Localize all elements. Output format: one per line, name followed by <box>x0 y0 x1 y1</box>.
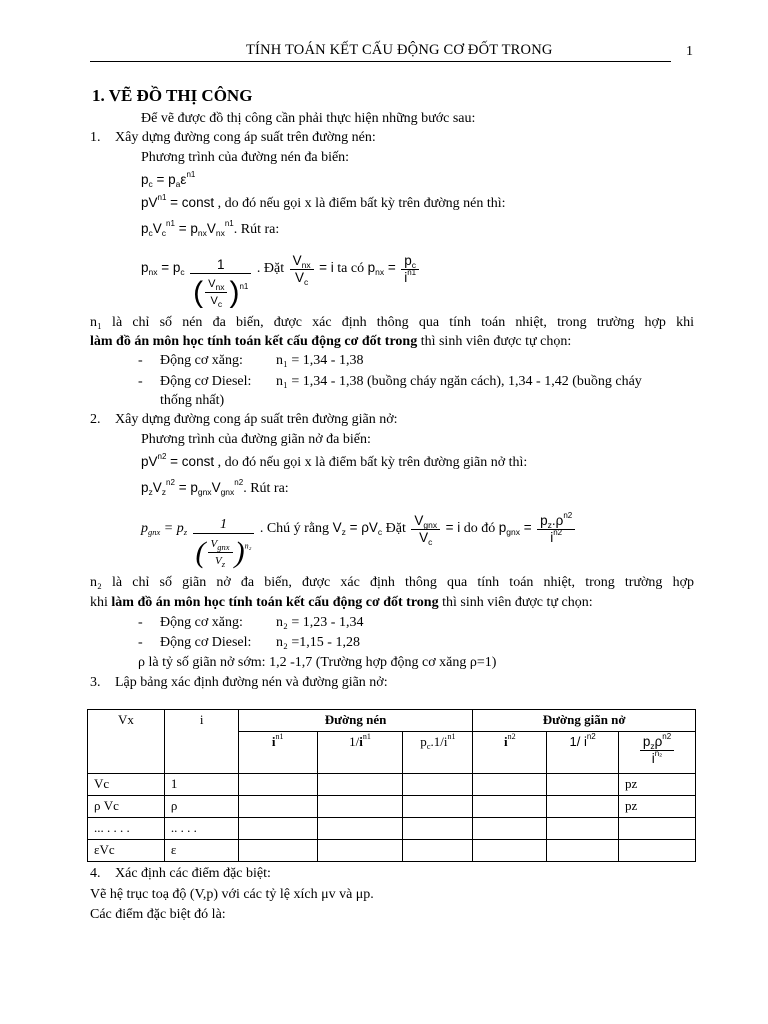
th-i-n2: $i^{n2}$ <box>473 732 547 774</box>
step4-title: Xác định các điểm đặc biệt: <box>115 866 271 881</box>
cell-i: 1 <box>164 774 238 796</box>
eq-pnx-line: $p_{nx} = p_c$ 1 ( $\frac{V_{nx}}{V_c}$ )$^{n1}$ . Đặt $\frac{V_{nx}}{V_c}$ = i ta có $p_{nx}$ = $\frac{p_c}{i^{n1}}$ <box>141 243 421 295</box>
table-row <box>88 774 696 796</box>
step1-equation-intro: Phương trình của đường nén đa biến: <box>141 150 350 165</box>
pressure-table <box>87 709 696 862</box>
step1-dash-2: - <box>138 374 143 389</box>
cell-i: ρ <box>164 796 238 818</box>
eq-pvn1-line: $pV^{n1}$ = const , do đó nếu gọi x là điểm bất kỳ trên đường nén thì: <box>141 193 506 211</box>
step4-line2: Các điểm đặc biệt đó là: <box>90 907 226 922</box>
th-i-n1: $i^{n1}$ <box>238 732 317 774</box>
step2-rho-note: ρ là tỷ số giãn nở sớm: 1,2 -1,7 (Trường hợp động cơ xăng ρ=1) <box>138 655 497 670</box>
th-1-over-i-n1: $1/i^{n1}$ <box>317 732 403 774</box>
cell-last <box>619 818 696 840</box>
step2-dash-2: - <box>138 635 143 650</box>
step2-note-line2: khi làm đồ án môn học tính toán kết cấu động cơ đốt trong thì sinh viên được tự chọn: <box>90 595 593 610</box>
table-row <box>88 796 696 818</box>
page-number: 1 <box>686 44 693 59</box>
th-duong-nen: Đường nén <box>238 710 473 732</box>
step1-number: 1. <box>90 130 101 145</box>
cell-vx: ρ Vc <box>88 796 165 818</box>
cell-i: .. . . . <box>164 818 238 840</box>
cell-vx: εVc <box>88 840 165 862</box>
header-rule <box>90 61 671 62</box>
step2-item1-label: Động cơ xăng: <box>160 615 243 630</box>
step2-item2-value: n₂ =1,15 - 1,28 <box>276 635 360 650</box>
step2-item2-label: Động cơ Diesel: <box>160 635 252 650</box>
step1-item2-value: n₁ = 1,34 - 1,38 (buồng cháy ngăn cách), 1,34 - 1,42 (buồng cháy <box>276 374 642 389</box>
step1-item2-value-cont: thống nhất) <box>160 393 225 408</box>
eq-pzvz-line: $p_zV_z^{n2} = p_{gnx}V_{gnx}^{n2}$. Rút ra: <box>141 478 289 497</box>
step2-title: Xây dựng đường cong áp suất trên đường giãn nở: <box>115 412 398 427</box>
cell-last: pz <box>619 774 696 796</box>
eq-pvn2-line: $pV^{n2}$ = const , do đó nếu gọi x là điểm bất kỳ trên đường giãn nở thì: <box>141 452 528 470</box>
cell-last <box>619 840 696 862</box>
step1-item1-value: n₁ = 1,34 - 1,38 <box>276 353 364 368</box>
th-duong-gian-no: Đường giãn nở <box>473 710 696 732</box>
cell-last: pz <box>619 796 696 818</box>
th-1-over-i-n2: 1/ $i^{n2}$ <box>547 732 619 774</box>
th-pc-over-i-n1: $p_c.1/i^{n1}$ <box>403 732 473 774</box>
cell-i: ε <box>164 840 238 862</box>
step1-dash-1: - <box>138 353 143 368</box>
section-heading: 1. VẼ ĐỒ THỊ CÔNG <box>92 86 253 105</box>
table-row <box>88 818 696 840</box>
th-pz-rho-over-i-n2: $\frac{p_z\rho^{n2}}{i^{n_2}}$ <box>619 732 696 774</box>
step3-title: Lập bảng xác định đường nén và đường giãn nở: <box>115 675 388 690</box>
step2-note-line1: n₂ là chỉ số giãn nở đa biến, được xác định thông qua tính toán nhiệt, trong trường hợp <box>90 575 694 590</box>
step4-line1: Vẽ hệ trục toạ độ (V,p) với các tỷ lệ xích μv và μp. <box>90 887 374 902</box>
step3-number: 3. <box>90 675 101 690</box>
cell-vx: Vc <box>88 774 165 796</box>
step1-note-line1: n₁ là chỉ số nén đa biến, được xác định thông qua tính toán nhiệt, trong trường hợp khi <box>90 315 694 330</box>
step2-equation-intro: Phương trình của đường giãn nở đa biến: <box>141 432 371 447</box>
step2-dash-1: - <box>138 615 143 630</box>
table-row <box>88 840 696 862</box>
section-intro: Để vẽ được đồ thị công cần phải thực hiện những bước sau: <box>141 111 476 126</box>
header-title: TÍNH TOÁN KẾT CẤU ĐỘNG CƠ ĐỐT TRONG <box>246 42 553 58</box>
eq-pc: $p_c = p_a\varepsilon^{n1}$ <box>141 170 196 189</box>
step4-number: 4. <box>90 866 101 881</box>
cell-vx: ... . . . . <box>88 818 165 840</box>
step2-number: 2. <box>90 412 101 427</box>
step1-title: Xây dựng đường cong áp suất trên đường nén: <box>115 130 376 145</box>
eq-pcvc-line: $p_cV_c^{n1} = p_{nx}V_{nx}^{n1}$. Rút ra: <box>141 219 280 238</box>
step1-note-line2: làm đồ án môn học tính toán kết cấu động cơ đốt trong thì sinh viên được tự chọn: <box>90 334 572 349</box>
step1-item2-label: Động cơ Diesel: <box>160 374 252 389</box>
eq-pgnx-line: $p_{gnx} = p_z$ 1 ( $\frac{V_{gnx}}{V_z}$ )$^{n_2}$ . Chú ý rằng $V_z = \rho V_c$ Đặt $\frac{V_{gnx}}{V_c}$ = i do đó $p_{gnx}$ = $\frac{p_z.\rho^{n2}}{i^{n2}}$ <box>141 503 577 555</box>
th-i: i <box>164 710 238 774</box>
step1-item1-label: Động cơ xăng: <box>160 353 243 368</box>
th-vx: Vx <box>88 710 165 774</box>
step2-item1-value: n₂ = 1,23 - 1,34 <box>276 615 364 630</box>
